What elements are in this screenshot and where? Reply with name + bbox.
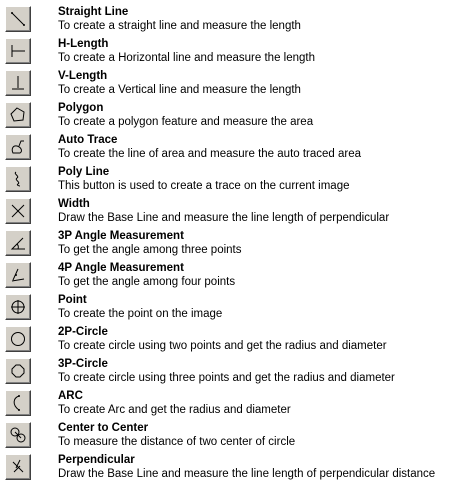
polygon-icon (8, 105, 28, 125)
tool-title: 3P-Circle (58, 358, 108, 370)
tool-title: 3P Angle Measurement (58, 230, 184, 242)
poly-line-icon (8, 169, 28, 189)
tool-title: Poly Line (58, 166, 110, 178)
tool-title: Auto Trace (58, 134, 118, 146)
tool-row-straight-line (0, 6, 471, 38)
tool-title: Width (58, 198, 90, 210)
tool-title: V-Length (58, 70, 108, 82)
3p-angle-icon (8, 233, 28, 253)
tool-title: 4P Angle Measurement (58, 262, 184, 274)
straight-line-button[interactable] (5, 6, 31, 32)
auto-trace-button[interactable] (5, 134, 31, 160)
tool-row-width (0, 198, 471, 230)
tool-row-4p-angle (0, 262, 471, 294)
tool-row-point (0, 294, 471, 326)
tool-row-poly-line (0, 166, 471, 198)
point-button[interactable] (5, 294, 31, 320)
tool-title: Perpendicular (58, 454, 135, 466)
tool-description: To create circle using three points and get the radius and diameter (58, 372, 395, 384)
2p-circle-icon (8, 329, 28, 349)
tool-row-center-to-center (0, 422, 471, 454)
tool-row-3p-circle (0, 358, 471, 390)
tool-description: To get the angle among three points (58, 244, 242, 256)
tool-row-auto-trace (0, 134, 471, 166)
v-length-button[interactable] (5, 70, 31, 96)
h-length-icon (8, 41, 28, 61)
tool-title: 2P-Circle (58, 326, 108, 338)
3p-circle-button[interactable] (5, 358, 31, 384)
tool-title: Center to Center (58, 422, 149, 434)
tool-description: To create the point on the image (58, 308, 223, 320)
width-icon (8, 201, 28, 221)
width-button[interactable] (5, 198, 31, 224)
tool-description: To get the angle among four points (58, 276, 236, 288)
4p-angle-button[interactable] (5, 262, 31, 288)
tool-description: To create Arc and get the radius and diameter (58, 404, 291, 416)
tool-description: Draw the Base Line and measure the line length of perpendicular distance (58, 468, 436, 480)
polygon-button[interactable] (5, 102, 31, 128)
2p-circle-button[interactable] (5, 326, 31, 352)
tool-description: To measure the distance of two center of circle (58, 436, 296, 448)
tool-row-h-length (0, 38, 471, 70)
perpendicular-icon (8, 457, 28, 477)
tool-title: Polygon (58, 102, 104, 114)
tool-description: To create a Horizontal line and measure the length (58, 52, 315, 64)
tool-row-perpendicular (0, 454, 471, 486)
tool-row-v-length (0, 70, 471, 102)
tool-description: To create circle using two points and get the radius and diameter (58, 340, 387, 352)
tool-title: ARC (58, 390, 83, 402)
tool-row-2p-circle (0, 326, 471, 358)
center-to-center-button[interactable] (5, 422, 31, 448)
arc-button[interactable] (5, 390, 31, 416)
tool-row-arc (0, 390, 471, 422)
tool-description: To create a polygon feature and measure the area (58, 116, 314, 128)
auto-trace-icon (8, 137, 28, 157)
straight-line-icon (8, 9, 28, 29)
3p-circle-icon (8, 361, 28, 381)
arc-icon (8, 393, 28, 413)
3p-angle-button[interactable] (5, 230, 31, 256)
tool-description: To create the line of area and measure the auto traced area (58, 148, 362, 160)
tool-row-3p-angle (0, 230, 471, 262)
poly-line-button[interactable] (5, 166, 31, 192)
h-length-button[interactable] (5, 38, 31, 64)
tool-description: To create a Vertical line and measure the length (58, 84, 301, 96)
point-icon (8, 297, 28, 317)
v-length-icon (8, 73, 28, 93)
tool-title: Straight Line (58, 6, 129, 18)
center-to-center-icon (8, 425, 28, 445)
tool-description: Draw the Base Line and measure the line length of perpendicular (58, 212, 390, 224)
4p-angle-icon (8, 265, 28, 285)
tool-description: This button is used to create a trace on the current image (58, 180, 350, 192)
perpendicular-button[interactable] (5, 454, 31, 480)
tool-title: Point (58, 294, 87, 306)
tool-description: To create a straight line and measure the length (58, 20, 301, 32)
tool-row-polygon (0, 102, 471, 134)
tool-title: H-Length (58, 38, 109, 50)
